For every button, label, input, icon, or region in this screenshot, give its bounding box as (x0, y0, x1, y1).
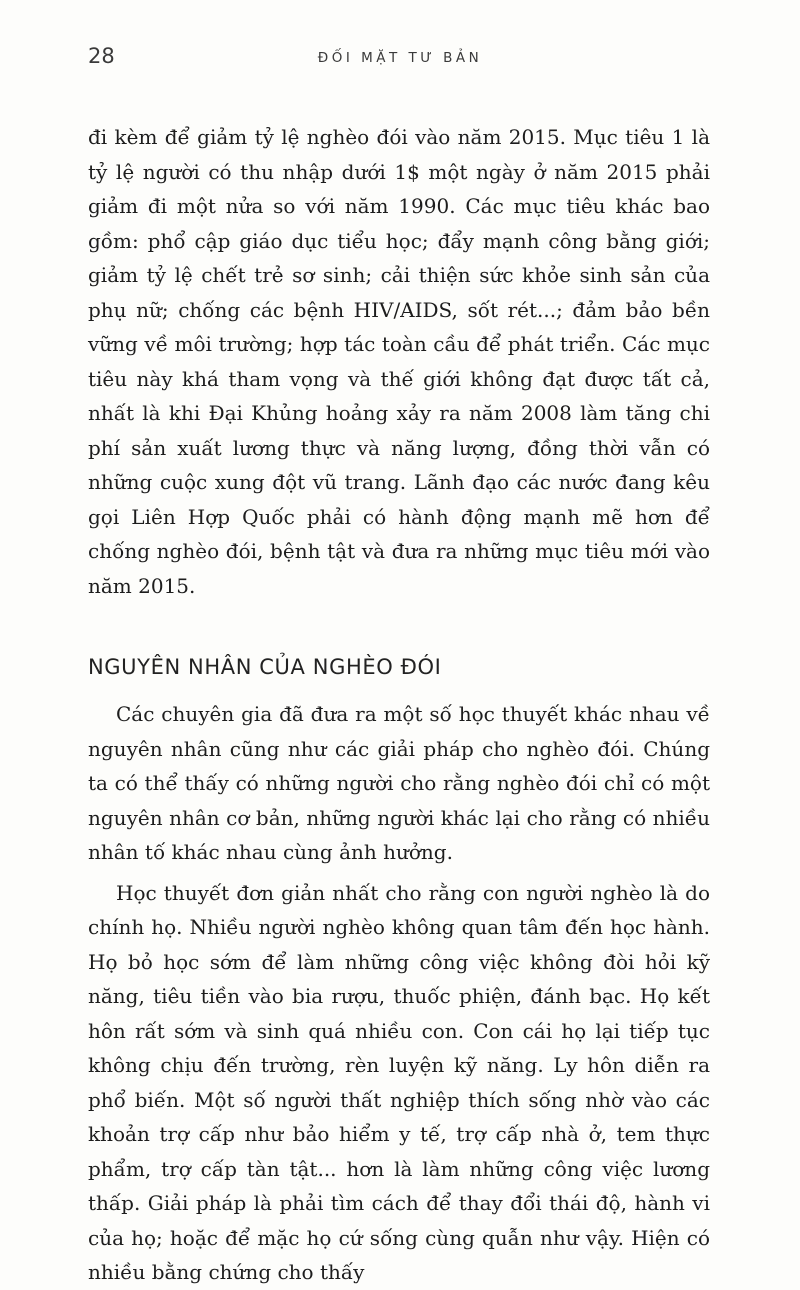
page-number: 28 (88, 44, 115, 68)
section-paragraph-2: Học thuyết đơn giản nhất cho rằng con người nghèo là do chính họ. Nhiều người nghèo không quan tâm đến học hành. Họ bỏ học sớm để làm những công việc không đòi hỏi kỹ năng, tiêu tiền vào bia rượu, thuốc phiện, đánh bạc. Họ kết hôn rất sớm và sinh quá nhiều con. Con cái họ lại tiếp tục không chịu đến trường, rèn luyện kỹ năng. Ly hôn diễn ra phổ biến. Một số người thất nghiệp thích sống nhờ vào các khoản trợ cấp như bảo hiểm y tế, trợ cấp nhà ở, tem thực phẩm, trợ cấp tàn tật... hơn là làm những công việc lương thấp. Giải pháp là phải tìm cách để thay đổi thái độ, hành vi của họ; hoặc để mặc họ cứ sống cùng quẫn như vậy. Hiện có nhiều bằng chứng cho thấy (88, 880, 710, 1284)
section-heading: NGUYÊN NHÂN CỦA NGHÈO ĐÓI (88, 655, 442, 679)
section-paragraph-1: Các chuyên gia đã đưa ra một số học thuyết khác nhau về nguyên nhân cũng như các giải pháp cho nghèo đói. Chúng ta có thể thấy có những người cho rằng nghèo đói chỉ có một nguyên nhân cơ bản, những người khác lại cho rằng có nhiều nhân tố khác nhau cùng ảnh hưởng. (88, 702, 710, 864)
continued-paragraph: đi kèm để giảm tỷ lệ nghèo đói vào năm 2015. Mục tiêu 1 là tỷ lệ người có thu nhập dưới 1$ một ngày ở năm 2015 phải giảm đi một nửa so với năm 1990. Các mục tiêu khác bao gồm: phổ cập giáo dục tiểu học; đẩy mạnh công bằng giới; giảm tỷ lệ chết trẻ sơ sinh; cải thiện sức khỏe sinh sản của phụ nữ; chống các bệnh HIV/AIDS, sốt rét...; đảm bảo bền vững về môi trường; hợp tác toàn cầu để phát triển. Các mục tiêu này khá tham vọng và thế giới không đạt được tất cả, nhất là khi Đại Khủng hoảng xảy ra năm 2008 làm tăng chi phí sản xuất lương thực và năng lượng, đồng thời vẫn có những cuộc xung đột vũ trang. Lãnh đạo các nước đang kêu gọi Liên Hợp Quốc phải có hành động mạnh mẽ hơn để chống nghèo đói, bệnh tật và đưa ra những mục tiêu mới vào năm 2015. (88, 125, 710, 598)
page-body (88, 120, 710, 1290)
running-header: ĐỐI MẶT TƯ BẢN (317, 50, 483, 66)
